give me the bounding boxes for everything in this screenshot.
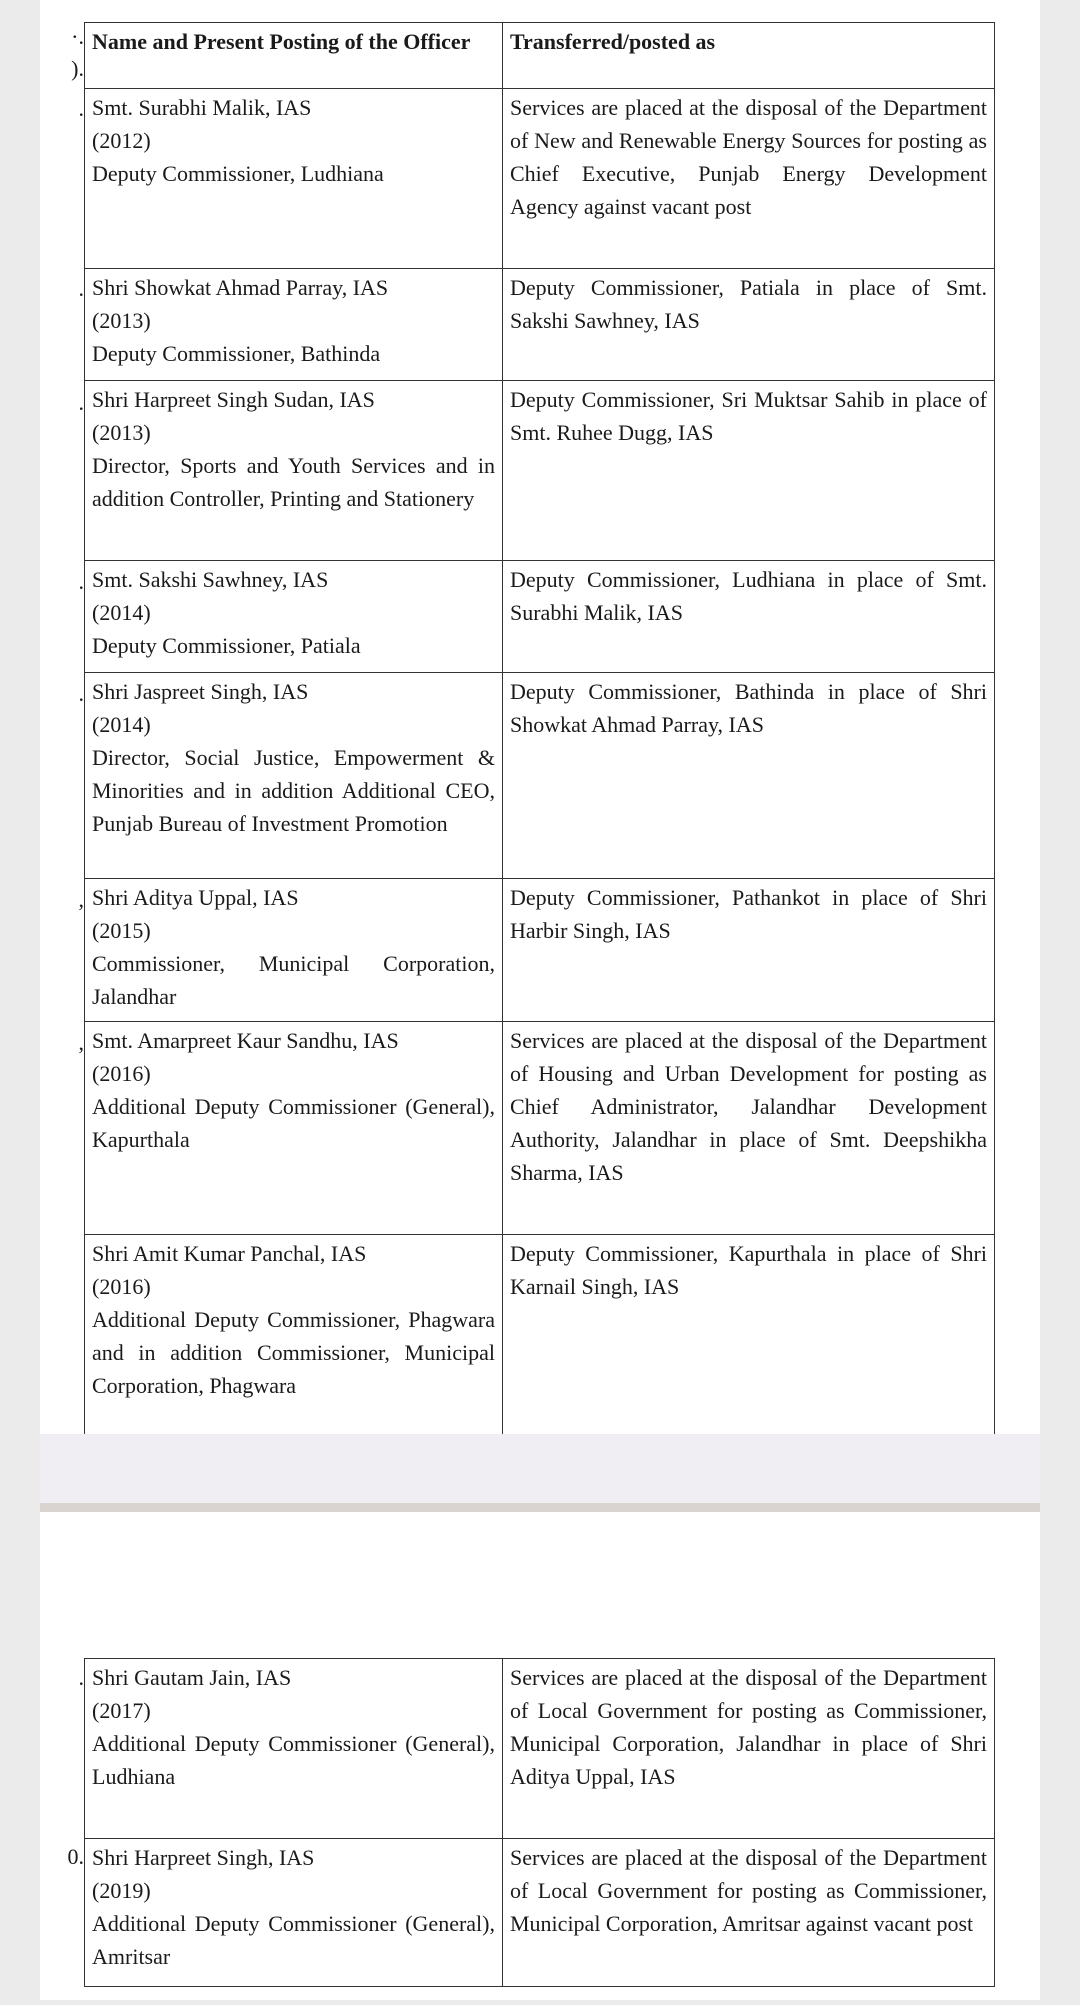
present-posting: Director, Social Justice, Empowerment & Minorities and in addition Additional CEO, Punjab Bureau of Investment Promotion: [92, 745, 495, 836]
row-sno: .: [78, 96, 84, 121]
officer-cell: [85, 269, 503, 381]
page-gap: [40, 1434, 1040, 1503]
officer-batch: (2013): [92, 420, 151, 445]
officer-name: Shri Aditya Uppal, IAS: [92, 885, 299, 910]
officer-batch: (2016): [92, 1274, 151, 1299]
present-posting: Additional Deputy Commissioner (General), Kapurthala: [92, 1094, 495, 1152]
transferred-cell: Services are placed at the disposal of the Department of New and Renewable Energy Sources for posting as Chief Executive, Punjab Energy Development Agency against vacant post: [503, 89, 995, 269]
transferred-cell: Services are placed at the disposal of the Department of Local Government for posting as Commissioner, Municipal Corporation, Jalandhar in place of Shri Aditya Uppal, IAS: [503, 1659, 995, 1839]
officer-name: Shri Jaspreet Singh, IAS: [92, 679, 309, 704]
present-posting: Deputy Commissioner, Ludhiana: [92, 161, 384, 186]
present-posting: Director, Sports and Youth Services and in addition Controller, Printing and Stationery: [92, 453, 495, 511]
officer-batch: (2019): [92, 1878, 151, 1903]
officer-name: Shri Harpreet Singh Sudan, IAS: [92, 387, 375, 412]
table-row: [85, 269, 995, 381]
transferred-cell: Deputy Commissioner, Kapurthala in place of Shri Karnail Singh, IAS: [503, 1235, 995, 1435]
header-sno-2: ).: [71, 56, 84, 81]
transferred-cell: Deputy Commissioner, Patiala in place of Smt. Sakshi Sawhney, IAS: [503, 269, 995, 381]
officer-name: Smt. Sakshi Sawhney, IAS: [92, 567, 329, 592]
table-row: [85, 89, 995, 269]
row-sno: .: [78, 390, 84, 415]
officer-name: Smt. Amarpreet Kaur Sandhu, IAS: [92, 1028, 399, 1053]
officer-batch: (2012): [92, 128, 151, 153]
officer-cell: [85, 381, 503, 561]
header-officer: Name and Present Posting of the Officer: [85, 23, 503, 89]
officer-cell: [85, 1659, 503, 1839]
officer-cell: [85, 879, 503, 1022]
officer-cell: [85, 1839, 503, 1987]
officer-name: Shri Gautam Jain, IAS: [92, 1665, 292, 1690]
table-row: [85, 1235, 995, 1435]
transferred-cell: Deputy Commissioner, Ludhiana in place of Smt. Surabhi Malik, IAS: [503, 561, 995, 673]
row-sno: .: [78, 569, 84, 594]
table-row: [85, 879, 995, 1022]
table-row: [85, 1022, 995, 1235]
header-sno-1: ·.: [71, 24, 84, 49]
postings-table-continued: [84, 1658, 995, 1987]
transferred-cell: Services are placed at the disposal of the Department of Housing and Urban Development for posting as Chief Administrator, Jalandhar Development Authority, Jalandhar in place of Smt. Deepshikha Sharma, IAS: [503, 1022, 995, 1235]
officer-batch: (2016): [92, 1061, 151, 1086]
document-page-1: [40, 0, 1040, 1434]
officer-batch: (2014): [92, 712, 151, 737]
present-posting: Additional Deputy Commissioner (General), Amritsar: [92, 1911, 495, 1969]
row-sno: .: [78, 276, 84, 301]
transferred-cell: Services are placed at the disposal of the Department of Local Government for posting as Commissioner, Municipal Corporation, Amritsar against vacant post: [503, 1839, 995, 1987]
table-row: [85, 673, 995, 879]
present-posting: Additional Deputy Commissioner (General), Ludhiana: [92, 1731, 495, 1789]
officer-cell: [85, 1235, 503, 1435]
officer-cell: [85, 561, 503, 673]
transferred-cell: Deputy Commissioner, Sri Muktsar Sahib in place of Smt. Ruhee Dugg, IAS: [503, 381, 995, 561]
row-sno: ,: [78, 887, 84, 912]
present-posting: Deputy Commissioner, Bathinda: [92, 341, 381, 366]
table-header-row: [85, 23, 995, 89]
present-posting: Deputy Commissioner, Patiala: [92, 633, 361, 658]
present-posting: Additional Deputy Commissioner, Phagwara and in addition Commissioner, Municipal Corporation, Phagwara: [92, 1307, 495, 1398]
row-sno: ,: [78, 1030, 84, 1055]
officer-batch: (2015): [92, 918, 151, 943]
officer-cell: [85, 673, 503, 879]
header-transferred: Transferred/posted as: [503, 23, 995, 89]
officer-batch: (2014): [92, 600, 151, 625]
present-posting: Commissioner, Municipal Corporation, Jalandhar: [92, 951, 495, 1009]
officer-batch: (2013): [92, 308, 151, 333]
officer-name: Smt. Surabhi Malik, IAS: [92, 95, 312, 120]
transferred-cell: Deputy Commissioner, Bathinda in place of Shri Showkat Ahmad Parray, IAS: [503, 673, 995, 879]
page-separator: [40, 1503, 1040, 1512]
document-page-2: [40, 1512, 1040, 2000]
officer-name: Shri Amit Kumar Panchal, IAS: [92, 1241, 367, 1266]
transferred-cell: Deputy Commissioner, Pathankot in place of Shri Harbir Singh, IAS: [503, 879, 995, 1022]
officer-batch: (2017): [92, 1698, 151, 1723]
officer-cell: [85, 1022, 503, 1235]
officer-cell: [85, 89, 503, 269]
table-row: [85, 1839, 995, 1987]
row-sno: .: [78, 1665, 84, 1690]
postings-table: [84, 22, 995, 1435]
table-row: [85, 561, 995, 673]
officer-name: Shri Showkat Ahmad Parray, IAS: [92, 275, 389, 300]
table-row: [85, 381, 995, 561]
officer-name: Shri Harpreet Singh, IAS: [92, 1845, 315, 1870]
row-sno: 0.: [67, 1844, 84, 1869]
row-sno: .: [78, 681, 84, 706]
table-row: [85, 1659, 995, 1839]
